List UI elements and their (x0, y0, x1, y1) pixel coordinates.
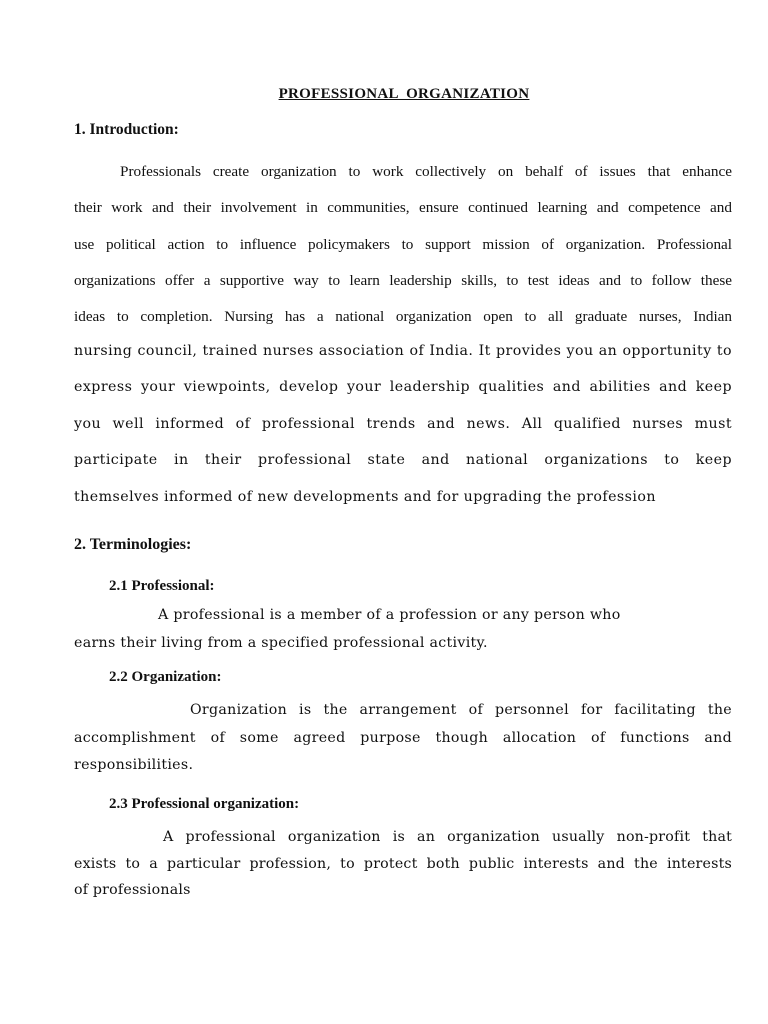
terminologies-heading: 2. Terminologies: (74, 536, 192, 553)
introduction-paragraph-part-1 (74, 154, 732, 335)
introduction-line: their work and their involvement in communities, ensure continued learning and competence and (74, 199, 732, 217)
professional-subheading: 2.1 Professional: (109, 578, 215, 594)
introduction-line: Professionals create organization to work collectively on behalf of issues that enhance (120, 163, 732, 180)
definition-line: A professional is a member of a profession or any person who (158, 607, 621, 623)
introduction-line: express your viewpoints, develop your leadership qualities and abilities and keep (74, 379, 732, 396)
introduction-line: themselves informed of new developments and for upgrading the profession (74, 488, 656, 505)
definition-line: of professionals (74, 882, 191, 898)
introduction-line: nursing council, trained nurses association of India. It provides you an opportunity to (74, 343, 732, 359)
introduction-line: ideas to completion. Nursing has a national organization open to all graduate nurses, Indian (74, 308, 732, 326)
introduction-line: you well informed of professional trends and news. All qualified nurses must (74, 415, 732, 432)
definition-line: Organization is the arrangement of personnel for facilitating the (190, 702, 732, 718)
definition-line: earns their living from a specified professional activity. (74, 635, 488, 651)
introduction-line: use political action to influence policymakers to support mission of organization. Professional (74, 235, 732, 253)
professional-definition (74, 601, 732, 657)
introduction-paragraph-part-2 (74, 333, 732, 515)
introduction-line: organizations offer a supportive way to learn leadership skills, to test ideas and to follow these (74, 271, 732, 289)
definition-line: exists to a particular profession, to protect both public interests and the interests (74, 855, 732, 872)
document-title: PROFESSIONAL ORGANIZATION (278, 86, 530, 102)
professional-organization-definition (74, 824, 732, 904)
definition-line: accomplishment of some agreed purpose though allocation of functions and (74, 729, 732, 746)
definition-line: A professional organization is an organization usually non-profit that (163, 829, 732, 845)
introduction-heading: 1. Introduction: (74, 121, 179, 138)
organization-subheading: 2.2 Organization: (109, 669, 222, 685)
definition-line: responsibilities. (74, 757, 194, 773)
organization-definition (74, 697, 732, 780)
professional-organization-subheading: 2.3 Professional organization: (109, 796, 300, 812)
introduction-line: participate in their professional state and national organizations to keep (74, 452, 732, 469)
